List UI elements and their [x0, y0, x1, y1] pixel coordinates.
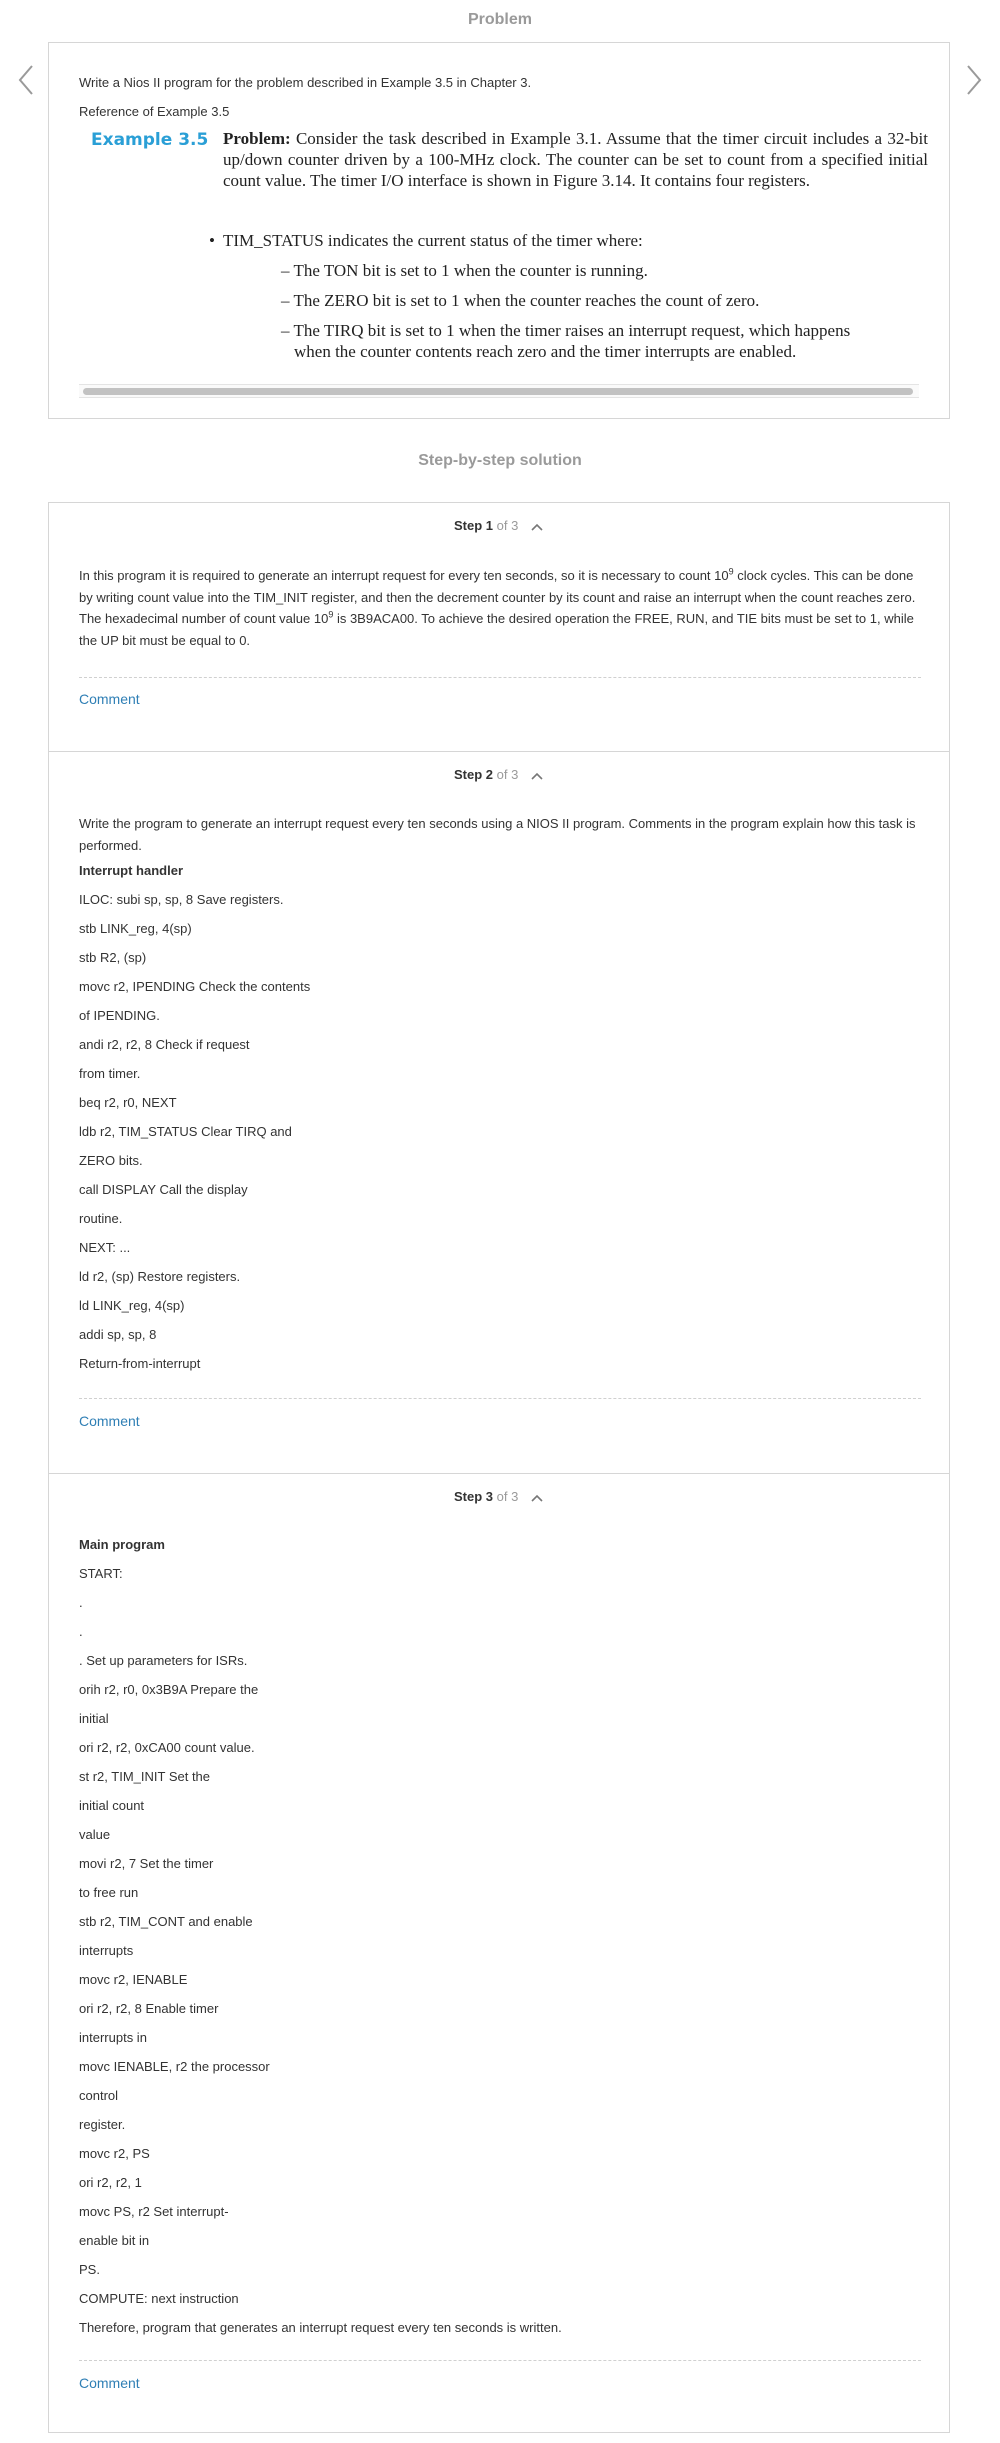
bullet-text: TIM_STATUS indicates the current status of the timer where: — [223, 231, 643, 250]
step-3-code-line: ori r2, r2, 8 Enable timer — [79, 2001, 219, 2016]
chevron-up-icon[interactable] — [530, 1493, 544, 1503]
step-label: Step 3 — [454, 1489, 494, 1504]
step-2-code-line: movc r2, IPENDING Check the contents — [79, 979, 311, 994]
scrollbar-thumb[interactable] — [83, 388, 913, 395]
step-3-code-line: Therefore, program that generates an interrupt request every ten seconds is written. — [79, 2320, 562, 2335]
step-3-code-line: st r2, TIM_INIT Set the — [79, 1769, 211, 1784]
step-2-code-line: andi r2, r2, 8 Check if request — [79, 1037, 250, 1052]
step-2-code-line: ld LINK_reg, 4(sp) — [79, 1298, 185, 1313]
step-3-code-line: interrupts in — [79, 2030, 147, 2045]
step-2-comment-link[interactable]: Comment — [79, 1413, 140, 1429]
step-3-code-line: to free run — [79, 1885, 139, 1900]
subitem-zero: – The ZERO bit is set to 1 when the counter reaches the count of zero. — [281, 291, 760, 310]
step-3-code-line: enable bit in — [79, 2233, 150, 2248]
reference-label: Reference of Example 3.5 — [79, 104, 230, 119]
step-1-comment-link[interactable]: Comment — [79, 691, 140, 707]
step-separator — [49, 751, 949, 752]
step-1-text — [79, 565, 921, 651]
step-2-code-line: ILOC: subi sp, sp, 8 Save registers. — [79, 892, 284, 907]
step-3-code-line: movc r2, PS — [79, 2146, 150, 2161]
step-3-code-line: COMPUTE: next instruction — [79, 2291, 239, 2306]
chevron-up-icon[interactable] — [530, 771, 544, 781]
prev-arrow-button[interactable] — [14, 62, 38, 98]
step-3-header[interactable] — [49, 1489, 949, 1504]
step-3-code-line: interrupts — [79, 1943, 134, 1958]
solution-card — [48, 502, 950, 2433]
step-3-code-line: value — [79, 1827, 111, 1842]
subitem-tirq: – The TIRQ bit is set to 1 when the timer raises an interrupt request, which happens — [281, 321, 851, 340]
bullet-item — [209, 231, 643, 251]
step-3-code-line: START: — [79, 1566, 123, 1581]
step-2-code-line: call DISPLAY Call the display — [79, 1182, 248, 1197]
horizontal-scrollbar[interactable] — [79, 384, 919, 398]
step-2-code-line: Return-from-interrupt — [79, 1356, 201, 1371]
step-1-text-c: is 3B9ACA00. To achieve the desired operation the FREE, RUN, and TIE bits must be set to 1, while the UP bit must be equal to 0. — [79, 611, 914, 648]
problem-card — [48, 42, 950, 419]
step-1-divider — [79, 677, 921, 678]
step-2-code-line: addi sp, sp, 8 — [79, 1327, 157, 1342]
step-1-header[interactable] — [49, 518, 949, 533]
step-3-code-line: ori r2, r2, 1 — [79, 2175, 142, 2190]
step-2-code-line: ldb r2, TIM_STATUS Clear TIRQ and — [79, 1124, 292, 1139]
step-3-code-line: stb r2, TIM_CONT and enable — [79, 1914, 253, 1929]
step-of: of 3 — [496, 767, 519, 782]
step-3-code-line: . Set up parameters for ISRs. — [79, 1653, 248, 1668]
step-2-code-line: from timer. — [79, 1066, 141, 1081]
step-2-code-line: NEXT: ... — [79, 1240, 131, 1255]
step-3-code-line: movc IENABLE, r2 the processor — [79, 2059, 270, 2074]
bullet-dot-icon: • — [209, 231, 215, 250]
step-3-divider — [79, 2360, 921, 2361]
step-2-header[interactable] — [49, 767, 949, 782]
problem-label: Problem: — [223, 129, 291, 148]
chevron-right-icon — [962, 62, 986, 98]
problem-title: Problem — [467, 11, 532, 28]
step-of: of 3 — [496, 518, 519, 533]
problem-question: Write a Nios II program for the problem described in Example 3.5 in Chapter 3. — [79, 75, 532, 90]
step-3-code-line: movi r2, 7 Set the timer — [79, 1856, 214, 1871]
solution-title: Step-by-step solution — [418, 452, 582, 469]
step-3-code-line: movc PS, r2 Set interrupt- — [79, 2204, 229, 2219]
step-3-code-line: . — [79, 1595, 83, 1610]
step-3-code-line: initial count — [79, 1798, 145, 1813]
step-2-code-line: stb R2, (sp) — [79, 950, 147, 965]
step-3-code-line: movc r2, IENABLE — [79, 1972, 188, 1987]
example-tag: Example 3.5 — [91, 130, 209, 150]
step-2-code-line: beq r2, r0, NEXT — [79, 1095, 177, 1110]
step-of: of 3 — [496, 1489, 519, 1504]
step-2-code-line: ld r2, (sp) Restore registers. — [79, 1269, 241, 1284]
problem-statement: Consider the task described in Example 3.1. Assume that the timer circuit includes a 32-bit up/down counter driven by a 100-MHz clock. The counter can be set to count from a specified initial count value. The timer I/O interface is shown in Figure 3.14. It contains four registers. — [223, 129, 928, 190]
step-label: Step 2 — [454, 767, 494, 782]
step-3-code-line: initial — [79, 1711, 109, 1726]
step-2-code-line: routine. — [79, 1211, 123, 1226]
subitem-ton: – The TON bit is set to 1 when the counter is running. — [281, 261, 648, 280]
step-1-text-a: In this program it is required to generate an interrupt request for every ten seconds, so it is necessary to count 10 — [79, 568, 729, 583]
step-2-code-line: ZERO bits. — [79, 1153, 143, 1168]
subitem-tirq-continued: when the counter contents reach zero and the timer interrupts are enabled. — [294, 342, 797, 361]
step-2-intro: Write the program to generate an interrupt request every ten seconds using a NIOS II program. Comments in the program explain how this task is performed. — [79, 816, 916, 853]
step-3-code-line: ori r2, r2, 0xCA00 count value. — [79, 1740, 255, 1755]
step-3-code-line: . — [79, 1624, 83, 1639]
step-1-sup-b: 9 — [328, 609, 334, 620]
step-3-code-line: PS. — [79, 2262, 100, 2277]
step-1-sup-a: 9 — [728, 566, 734, 577]
step-2-divider — [79, 1398, 921, 1399]
step-2-code-line: stb LINK_reg, 4(sp) — [79, 921, 192, 936]
example-problem-text — [223, 128, 928, 191]
step-3-code-line: control — [79, 2088, 119, 2103]
step-3-code-line: register. — [79, 2117, 126, 2132]
next-arrow-button[interactable] — [962, 62, 986, 98]
step-3-comment-link[interactable]: Comment — [79, 2375, 140, 2391]
step-separator — [49, 1473, 949, 1474]
step-3-code-line: orih r2, r0, 0x3B9A Prepare the — [79, 1682, 259, 1697]
step-2-code-line: of IPENDING. — [79, 1008, 160, 1023]
step-3-heading: Main program — [79, 1537, 165, 1552]
chevron-up-icon[interactable] — [530, 522, 544, 532]
step-1-text-b: clock cycles. This can be done by writing count value into the TIM_INIT register, and then the decrement counter by its count and raise an interrupt when the count reaches zero. The hexadecimal number of count value 10 — [79, 568, 916, 626]
step-2-heading: Interrupt handler — [79, 863, 184, 878]
step-label: Step 1 — [454, 518, 494, 533]
chevron-left-icon — [14, 62, 38, 98]
